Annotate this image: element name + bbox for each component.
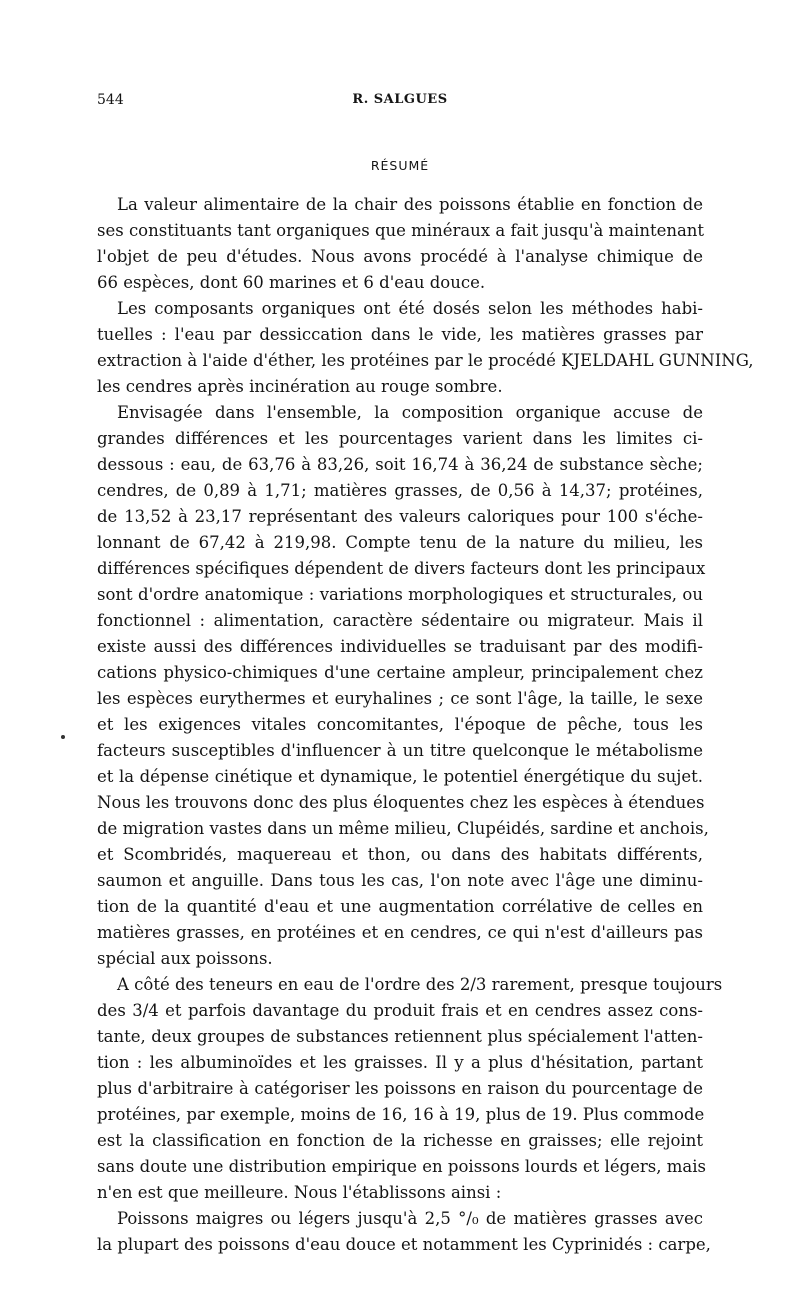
text-line: sans doute une distribution empirique en poissons lourds et légers, mais [97, 1157, 706, 1176]
text-line: La valeur alimentaire de la chair des poissons établie en fonction de [117, 195, 703, 214]
text-line: des 3/4 et parfois davantage du produit frais et en cendres assez cons- [97, 1001, 703, 1020]
text-line: grandes différences et les pourcentages varient dans les limites ci- [97, 429, 703, 448]
text-line: Envisagée dans l'ensemble, la composition organique accuse de [117, 403, 703, 422]
text-line: différences spécifiques dépendent de divers facteurs dont les principaux [97, 559, 706, 578]
text-line: extraction à l'aide d'éther, les protéines par le procédé KJELDAHL GUNNING, [97, 351, 754, 370]
text-line: plus d'arbitraire à catégoriser les poissons en raison du pourcentage de [97, 1079, 703, 1098]
running-head-author: R. SALGUES [352, 92, 448, 107]
text-line: Poissons maigres ou légers jusqu'à 2,5 °/₀ de matières grasses avec [117, 1209, 703, 1228]
text-line: fonctionnel : alimentation, caractère sédentaire ou migrateur. Mais il [97, 611, 703, 630]
text-line: matières grasses, en protéines et en cendres, ce qui n'est d'ailleurs pas [97, 923, 703, 942]
running-head [97, 92, 703, 114]
text-line: sont d'ordre anatomique : variations morphologiques et structurales, ou [97, 585, 703, 604]
text-line: et Scombridés, maquereau et thon, ou dans des habitats différents, [97, 845, 703, 864]
text-line: ses constituants tant organiques que minéraux a fait jusqu'à maintenant [97, 221, 705, 240]
text-line: de migration vastes dans un même milieu, Clupéidés, sardine et anchois, [97, 819, 709, 838]
text-line: 66 espèces, dont 60 marines et 6 d'eau douce. [97, 273, 486, 292]
text-line: facteurs susceptibles d'influencer à un titre quelconque le métabolisme [97, 741, 703, 760]
text-line: cations physico-chimiques d'une certaine ampleur, principalement chez [97, 663, 703, 682]
text-line: tion : les albuminoïdes et les graisses. Il y a plus d'hésitation, partant [97, 1053, 703, 1072]
text-line: de 13,52 à 23,17 représentant des valeurs caloriques pour 100 s'éche- [97, 507, 703, 526]
text-line: existe aussi des différences individuelles se traduisant par des modifi- [97, 637, 703, 656]
text-line: et la dépense cinétique et dynamique, le potentiel énergétique du sujet. [97, 767, 703, 786]
text-line: Nous les trouvons donc des plus éloquentes chez les espèces à étendues [97, 793, 705, 812]
text-line: protéines, par exemple, moins de 16, 16 à 19, plus de 19. Plus commode [97, 1105, 705, 1124]
text-line: les espèces eurythermes et euryhalines ; ce sont l'âge, la taille, le sexe [97, 689, 703, 708]
text-line: la plupart des poissons d'eau douce et notamment les Cyprinidés : carpe, [97, 1235, 711, 1254]
page-number: 544 [97, 92, 124, 108]
text-line: n'en est que meilleure. Nous l'établissons ainsi : [97, 1183, 502, 1202]
text-line: saumon et anguille. Dans tous les cas, l'on note avec l'âge une diminu- [97, 871, 703, 890]
text-line: l'objet de peu d'études. Nous avons procédé à l'analyse chimique de [97, 247, 703, 266]
text-line: tante, deux groupes de substances retiennent plus spécialement l'atten- [97, 1027, 703, 1046]
text-line: Les composants organiques ont été dosés selon les méthodes habi- [117, 299, 703, 318]
text-line: lonnant de 67,42 à 219,98. Compte tenu de la nature du milieu, les [97, 533, 703, 552]
text-line: les cendres après incinération au rouge sombre. [97, 377, 503, 396]
text-line: et les exigences vitales concomitantes, l'époque de pêche, tous les [97, 715, 703, 734]
text-line: dessous : eau, de 63,76 à 83,26, soit 16,74 à 36,24 de substance sèche; [97, 455, 703, 474]
body-text [97, 192, 754, 1258]
margin-dot [61, 735, 65, 739]
text-line: cendres, de 0,89 à 1,71; matières grasses, de 0,56 à 14,37; protéines, [97, 481, 703, 500]
text-line: tuelles : l'eau par dessiccation dans le vide, les matières grasses par [97, 325, 703, 344]
text-line: tion de la quantité d'eau et une augmentation corrélative de celles en [97, 897, 703, 916]
text-line: spécial aux poissons. [97, 949, 273, 968]
text-line: A côté des teneurs en eau de l'ordre des 2/3 rarement, presque toujours [117, 975, 723, 994]
text-line: est la classification en fonction de la richesse en graisses; elle rejoint [97, 1131, 703, 1150]
section-title: RÉSUMÉ [370, 158, 430, 173]
